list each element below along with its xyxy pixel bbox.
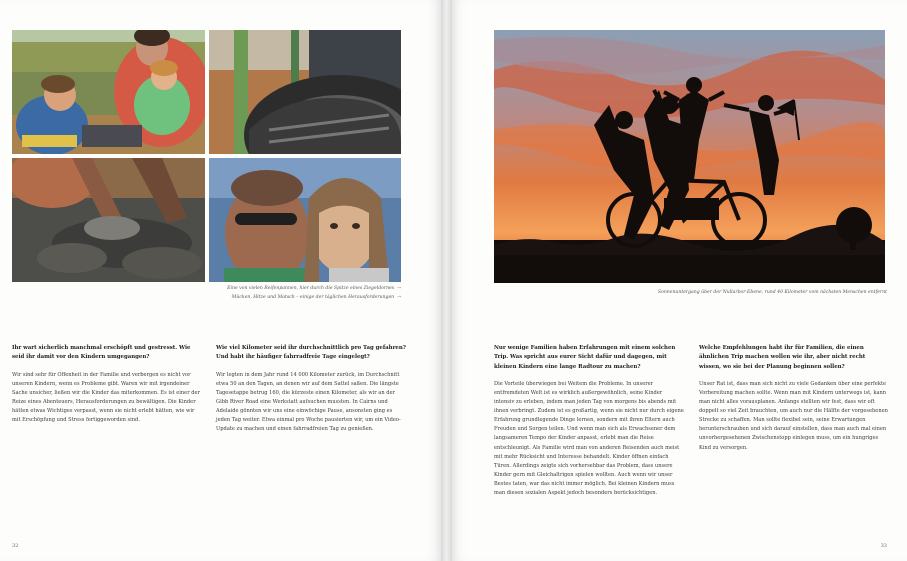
interview-column-4 — [699, 344, 889, 453]
photo-caption: Sonnenuntergang über der Nullarbor-Ebene, rund 40 Kilometer vom nächsten Menschen entfernt — [657, 290, 887, 295]
interview-answer: Unser Rat ist, dass man sich nicht zu viele Gedanken über eine perfekte Vorbereitung machen sollte. Wenn man mit Kindern unterwegs ist, kann man nicht alles vorausplanen. Anfangs stellten wir fest, dass wir oft doppelt so viel Zeit brauchten, um auch nur die Hälfte der vorgesehenen Strecke zu schaffen. Man sollte flexibel sein, seine Erwartungen herunterschrauben und sich darauf einstellen, dass man auch mal einen unvorhergesehenen Zwischenstopp einlegen muss, um ein hungriges Kind zu versorgen. — [699, 380, 888, 451]
interview-question: Welche Empfehlungen habt ihr für Familien, die einen ähnlichen Trip machen wollen wie ihr, aber nicht recht wissen, wo sie bei der Planung beginnen sollen? — [699, 345, 866, 370]
arrow-up-icon: → — [397, 286, 401, 291]
photo-family-silhouette-sunset — [494, 30, 885, 283]
photo-man-girl-muddy — [209, 158, 401, 282]
left-page — [0, 0, 441, 561]
interview-answer: Die Vorteile überwiegen bei Weitem die Probleme. In unserer entfremdeten Welt ist es wirklich außergewöhnlich, seine Kinder intensiv zu erleben, indem man jeden Tag von morgens bis abends mit ihnen verbringt. Zudem ist es großartig, wenn sie nicht nur durch eigene Erfahrung grundlegende Dinge lernen, sondern mit ihren Eltern auch Freuden und Sorgen teilen. Und wenn man sich als Erwachsener dem langsameren Tempo der Kinder anpasst, erlebt man die Reise entschleunigt. Als Familie wird man von anderen Reisenden auch meist mit mehr Rücksicht und Interesse behandelt. Kinder öffnen einfach Türen. Allerdings zeigte sich vorhersehbar das Problem, dass unsere Kinder gern mit Gleichaltrigen spielen wollten. Auch wenn wir unser Bestes taten, war das nicht immer möglich. Bei kleinen Kindern muss man diesen sozialen Aspekt jedoch besonders berücksichtigen. — [494, 380, 684, 497]
page-number: 33 — [880, 543, 887, 549]
interview-question: Ihr wart sicherlich manchmal erschöpft und gestresst. Wie seid ihr damit vor den Kindern umgegangen? — [12, 345, 191, 361]
interview-column-1 — [12, 344, 202, 425]
page-number: 32 — [12, 543, 19, 549]
photo-hand-in-mud — [12, 158, 205, 282]
book-gutter — [441, 0, 452, 561]
interview-answer: Wir sind sehr für Offenheit in der Familie und verbergen es nicht vor unseren Kindern, wenn es Probleme gibt. Waren wir mit irgendeiner Sache unsicher, ließen wir die Kinder das miterkommen. Es ist einer der Reize eines Abenteuers, Herausforderungen zu bewältigen. Die Kinder hätten etwas Wichtiges verpasst, wenn sie nicht erlebt hätten, wie wir mit Erschöpfung und Stress fertiggeworden sind. — [12, 371, 200, 424]
interview-question: Wie viel Kilometer seid ihr durchschnittlich pro Tag gefahren? Und habt ihr häufiger fahrradfreie Tage eingelegt? — [216, 345, 406, 361]
interview-answer: Wir legten in dem Jahr rund 14 000 Kilometer zurück, im Durchschnitt etwa 50 an den Tagen, an denen wir auf dem Sattel saßen. Die längste Tagesetappe betrug 160, die kürzeste einen Kilometer, als wir an der Gibb River Road eine Werkstatt aufsuchen mussten. In Cairns und Adelaide gönnten wir uns eine einwöchige Pause, ansonsten ging es jeden Tag weiter. Etwa einmal pro Woche pausierten wir, um ein Video-Update zu machen und einen fahrradfreien Tag zu genießen. — [216, 371, 401, 433]
interview-question: Nur wenige Familien haben Erfahrungen mit einem solchen Trip. Was spricht aus eurer Sicht dafür und dagegen, mit kleinen Kindern eine lange Radtour zu machen? — [494, 345, 676, 370]
arrow-down-icon: → — [397, 295, 401, 300]
photo-mother-children — [12, 30, 205, 154]
interview-column-2 — [216, 344, 406, 434]
photo-caption-2: Mücken, Hitze und Matsch – einige der täglichen Herausforderungen → — [231, 295, 401, 300]
photo-bike-tire — [209, 30, 401, 154]
right-page — [452, 0, 907, 561]
interview-column-3 — [494, 344, 684, 498]
photo-caption-1: Eine von vielen Reifenpannen, hier durch die Spitze eines Ziegeldornes → — [227, 286, 401, 291]
